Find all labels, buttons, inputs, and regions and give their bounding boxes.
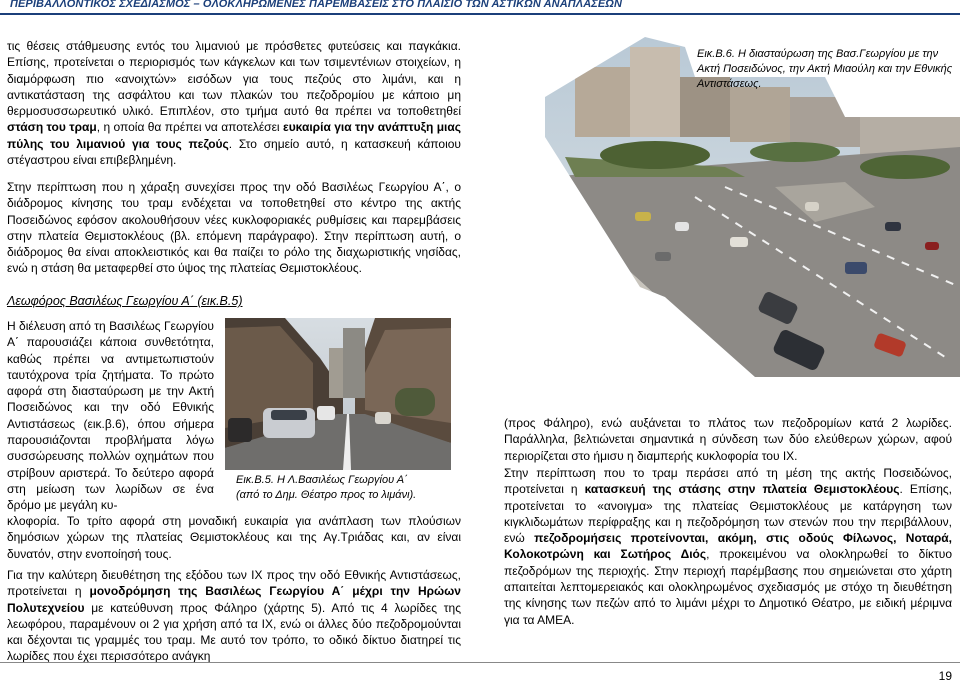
page-number: 19 bbox=[938, 669, 952, 683]
left-paragraph-4: Για την καλύτερη διευθέτηση της εξόδου των ΙΧ προς την οδό Εθνικής Αντιστάσεως, προτείνεται η μονοδρόμηση της Βασιλέως Γεωργίου Α΄ μέχρι την Ηρώων Πολυτεχνείου με κατεύθυνση προς Φάληρο (χάρτης 5). Από τις 4 λωρίδες της λεωφόρου, παραμένουν οι 2 για χρήση από τα ΙΧ, ενώ οι άλλες δύο πεζοδρομούνται και δέχονται τις γραμμές του τραμ. Με αυτό τον τρόπο, το οδικό δίκτυο διατηρεί τις λωρίδες που έχει περισσότερο ανάγκη bbox=[7, 568, 461, 664]
right-paragraph-1: (προς Φάληρο), ενώ αυξάνεται το πλάτος των πεζοδρομίων κατά 2 λωρίδες. Παράλληλα, βελτιώνεται σημαντικά η σύνδεση των δύο ελεύθερων χώρων, αφού περιορίζεται στο ήμισυ η διαμπερής κυκλοφορία του ΙΧ. bbox=[504, 416, 952, 463]
figure-6-caption: Εικ.Β.6. Η διασταύρωση της Βασ.Γεωργίου με την Ακτή Ποσειδώνος, την Ακτή Μιαούλη και την Εθνικής Αντιστάσεως. bbox=[697, 48, 953, 90]
left-paragraph-2: Στην περίπτωση που η χάραξη συνεχίσει προς την οδό Βασιλέως Γεωργίου Α΄, ο διάδρομος κίνησης του τραμ ενδέχεται να τοποθετηθεί στο κέντρο της ακτής Ποσειδώνος εφόσον ακολουθήσουν νέες κυκλοφοριακές ρυθμίσεις και παρεμβάσεις στην πλατεία Θεμιστοκλέους (βλ. επόμενη παράγραφο). Στην περίπτωση αυτή, ο διάδρομος θα είναι αποκλειστικός και θα παίζει το ρόλο της διαχωριστικής νησίδας, ενώ η στάση θα μεταφερθεί στο ύψος της πλατείας Θεμιστοκλέους. bbox=[7, 180, 461, 276]
car-white bbox=[317, 406, 335, 420]
running-header-title: ΠΕΡΙΒΑΛΛΟΝΤΙΚΟΣ ΣΧΕΔΙΑΣΜΟΣ – ΟΛΟΚΛΗΡΩΜΕΝΕΣ ΠΑΡΕΜΒΑΣΕΙΣ ΣΤΟ ΠΛΑΙΣΙΟ ΤΩΝ ΑΣΤΙΚΩΝ ΑΝΑΠΛΑΣΕΩΝ bbox=[10, 0, 623, 10]
footer-divider bbox=[0, 662, 960, 663]
left-paragraph-1: τις θέσεις στάθμευσης εντός του λιμανιού με πρόσθετες φυτεύσεις και παγκάκια. Επίσης, προτείνεται ο περιορισμός των κάγκελων και των τσιμεντένιων στοιχείων, η διαμόρφωση πιο «ανοιχτών» εισόδων για τους πεζούς στο λιμάνι, και η αντικατάσταση της ασφάλτου και των πλακών του πεζοδρομίου με κάποιο μη θερμοσυσσωρευτικό υλικό. Επιπλέον, στο τμήμα αυτό θα πρέπει να τοποθετηθεί στάση του τραμ, η οποία θα πρέπει να αποτελέσει ευκαιρία για την ανάπτυξη μιας πύλης του λιμανιού για τους πεζούς. Στο σημείο αυτό, η κατασκευή κάποιου στέγαστρου είναι επιβεβλημένη. bbox=[7, 39, 461, 168]
city-block-1 bbox=[575, 67, 635, 137]
car-7 bbox=[675, 222, 689, 231]
right-paragraph-2: Στην περίπτωση που το τραμ περάσει από τη μέση της ακτής Ποσειδώνος, προτείνεται η κατασκευή της στάσης στην πλατεία Θεμιστοκλέους. Επίσης, προτείνεται το «ανοιγμα» της πλατείας Θεμιστοκλέους με κατάργηση των κιγκλιδωμάτων περίφραξης και η πεζοδρόμηση των στενών που την περιβάλλουν, ενώ πεζοδρομήσεις προτείνονται, ακόμη, στις οδούς Φίλωνος, Νοταρά, Κολοκοτρώνη και Σωτήρος Διός, προκειμένου να ολοκληρωθεί το δίκτυο πεζοδρόμων της περιοχής. Στην περιοχή παρέμβασης που σημειώνεται στο χάρτη απαιτείται λεπτομερειακός και ολοκληρωμένος σχεδιασμός με στόχο τη διευθέτηση της κίνησης των πεζών από το λιμάνι μέχρι το Δημοτικό Θέατρο, με ειδική μέριμνα για τα ΑΜΕΑ. bbox=[504, 466, 952, 627]
street-photo bbox=[225, 318, 451, 470]
car-white-2 bbox=[375, 412, 391, 424]
car-4 bbox=[845, 262, 867, 274]
car-6 bbox=[635, 212, 651, 221]
car-11 bbox=[655, 252, 671, 261]
tree-cluster-2 bbox=[750, 142, 840, 162]
car-silver-window bbox=[271, 410, 307, 420]
distant-tower bbox=[343, 328, 365, 398]
left-paragraph-3-wide: κλοφορία. Το τρίτο αφορά στη μοναδική ευκαιρία για ανάπλαση των πλούσιων δημόσιων χώρων της πλατείας Θεμιστοκλέους και της Αγ.Τριάδας και, αν είναι δυνατόν, στην ενοποίησή τους. bbox=[7, 514, 461, 561]
city-block-4 bbox=[730, 87, 790, 142]
car-5 bbox=[730, 237, 748, 247]
section-heading: Λεωφόρος Βασιλέως Γεωργίου Α΄ (εικ.Β.5) bbox=[7, 294, 243, 308]
distant-tower-2 bbox=[329, 348, 343, 398]
left-paragraph-3-narrow: Η διέλευση από τη Βασιλέως Γεωργίου Α΄ παρουσιάζει κάποια συνθετότητα, καθώς πρέπει να αντιμετωπιστούν ταυτόχρονα τρία ζητήματα. Το πρώτο αφορά στη διασταύρωση με την Ακτή Ποσειδώνος και την οδό Εθνικής Αντιστάσεως (εικ.β.6), όπου σήμερα παρουσιάζονται προβλήματα λόγω συσσώρευσης πολλών οχημάτων που στρίβουν αριστερά. Το δεύτερο αφορά στη μείωση των λωρίδων σε ένα δρόμο με μεγάλη κυ- bbox=[7, 319, 214, 513]
tree-right bbox=[395, 388, 435, 416]
city-block-2 bbox=[630, 47, 680, 137]
car-8 bbox=[805, 202, 819, 211]
car-9 bbox=[885, 222, 901, 231]
figure-5-caption: Εικ.Β.5. Η Λ.Βασιλέως Γεωργίου Α΄ (από το Δημ. Θέατρο προς το λιμάνι). bbox=[236, 474, 417, 501]
tree-cluster-3 bbox=[860, 155, 950, 179]
car-10 bbox=[925, 242, 939, 250]
city-block-5 bbox=[790, 97, 860, 147]
running-header bbox=[0, 0, 960, 15]
tree-cluster-1 bbox=[600, 141, 710, 169]
car-dark bbox=[228, 418, 252, 442]
